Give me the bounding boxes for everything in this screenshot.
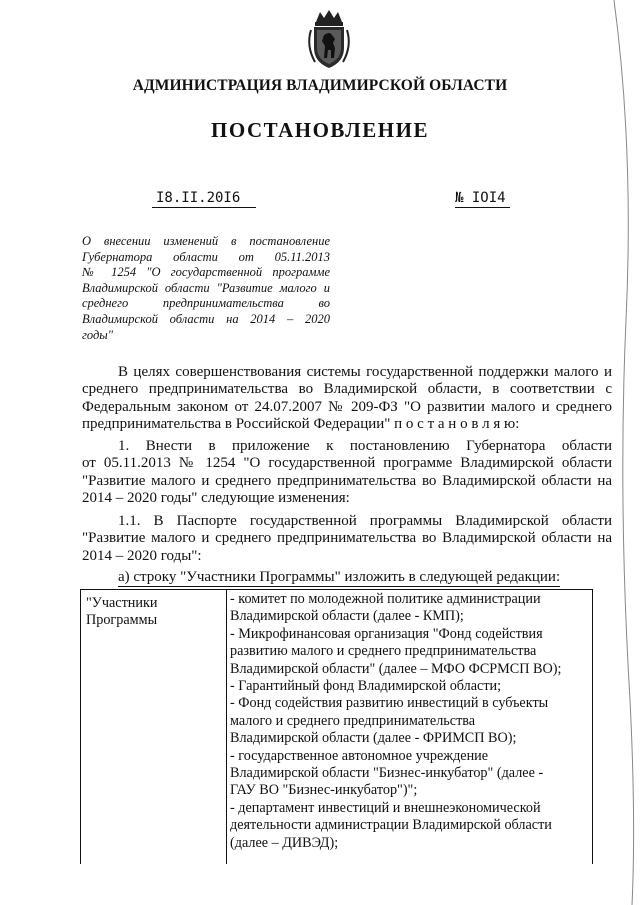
paragraph-line: В целях совершенствования системы государственной поддержки малого и [118, 364, 612, 380]
participant-line: - государственное автономное учреждение [230, 747, 489, 764]
participant-line: Владимирской области "Бизнес-инкубатор" (далее - [230, 765, 544, 782]
document-number: № IOI4 [455, 190, 510, 208]
participant-line: Владимирской области (далее - КМП); [230, 608, 464, 625]
paragraph-line: 2014 – 2020 годы": [82, 547, 202, 564]
participant-line: деятельности администрации Владимирской области [230, 817, 552, 834]
subject-line: Владимирской области на 2014 – 2020 [82, 311, 330, 326]
subject-line: годы" [82, 327, 113, 342]
scan-page-edge [604, 0, 640, 905]
subject-line: Владимирской области "Развитие малого и [82, 280, 330, 295]
paragraph-line: среднего предпринимательства во Владимирской области, в соответствии с [82, 381, 612, 398]
paragraph-line: 1.1. В Паспорте государственной программы Владимирской области [118, 513, 612, 529]
document-type-title: ПОСТАНОВЛЕНИЕ [211, 118, 429, 142]
subject-line: среднего предпринимательства во [82, 296, 330, 311]
table-label-line: Программы [86, 612, 158, 628]
paragraph-line: предпринимательства в Российской Федерации" п о с т а н о в л я ю: [82, 416, 520, 433]
document-subject [82, 234, 330, 343]
paragraph-line: Федеральным законом от 24.07.2007 № 209-ФЗ "О развитии малого и среднего [82, 398, 612, 415]
participant-line: - Гарантийный фонд Владимирской области; [230, 678, 502, 695]
participant-line: - департамент инвестиций и внешнеэкономической [230, 799, 541, 816]
participant-line: - Микрофинансовая организация "Фонд содействия [230, 625, 543, 642]
subject-line: № 1254 "О государственной программе [82, 265, 330, 280]
coat-of-arms-icon [302, 8, 356, 70]
participant-line: ГАУ ВО "Бизнес-инкубатор")"; [230, 782, 418, 799]
organization-title: АДМИНИСТРАЦИЯ ВЛАДИМИРСКОЙ ОБЛАСТИ [132, 77, 508, 94]
item-1-paragraph [82, 438, 612, 508]
table-column-divider [226, 589, 227, 864]
paragraph-line: "Развитие малого и среднего предпринимательства во Владимирской области на [82, 530, 612, 547]
participant-line: - комитет по молодежной политике администрации [230, 591, 541, 607]
table-label-cell [86, 595, 222, 629]
participant-line: Владимирской области" (далее – МФО ФСРМСП ВО); [230, 660, 562, 677]
paragraph-line: 2014 – 2020 годы" следующие изменения: [82, 490, 350, 507]
participant-line: - Фонд содействия развитию инвестиций в субъекты [230, 695, 549, 712]
item-1-1-paragraph [82, 513, 612, 565]
participant-line: (далее – ДИВЭД); [230, 834, 339, 851]
participant-line: малого и среднего предпринимательства [230, 712, 476, 729]
intro-paragraph [82, 364, 612, 434]
sub-item-a: а) строку "Участники Программы" изложить в следующей редакции: [118, 569, 561, 585]
table-participants-cell [230, 591, 590, 852]
paragraph-line: "Развитие малого и среднего предпринимательства во Владимирской области на [82, 472, 612, 489]
paragraph-line: 1. Внести в приложение к постановлению Губернатора области [118, 438, 612, 454]
subject-line: О внесении изменений в постановление [82, 234, 330, 248]
table-label-line: "Участники [86, 595, 158, 611]
paragraph-line: от 05.11.2013 № 1254 "О государственной программе Владимирской области [82, 455, 612, 472]
participant-line: развитию малого и среднего предпринимательства [230, 643, 537, 660]
participant-line: Владимирской области (далее - ФРИМСП ВО); [230, 730, 517, 747]
document-date: I8.II.20I6 [152, 190, 256, 208]
subject-line: Губернатора области от 05.11.2013 [82, 249, 330, 264]
